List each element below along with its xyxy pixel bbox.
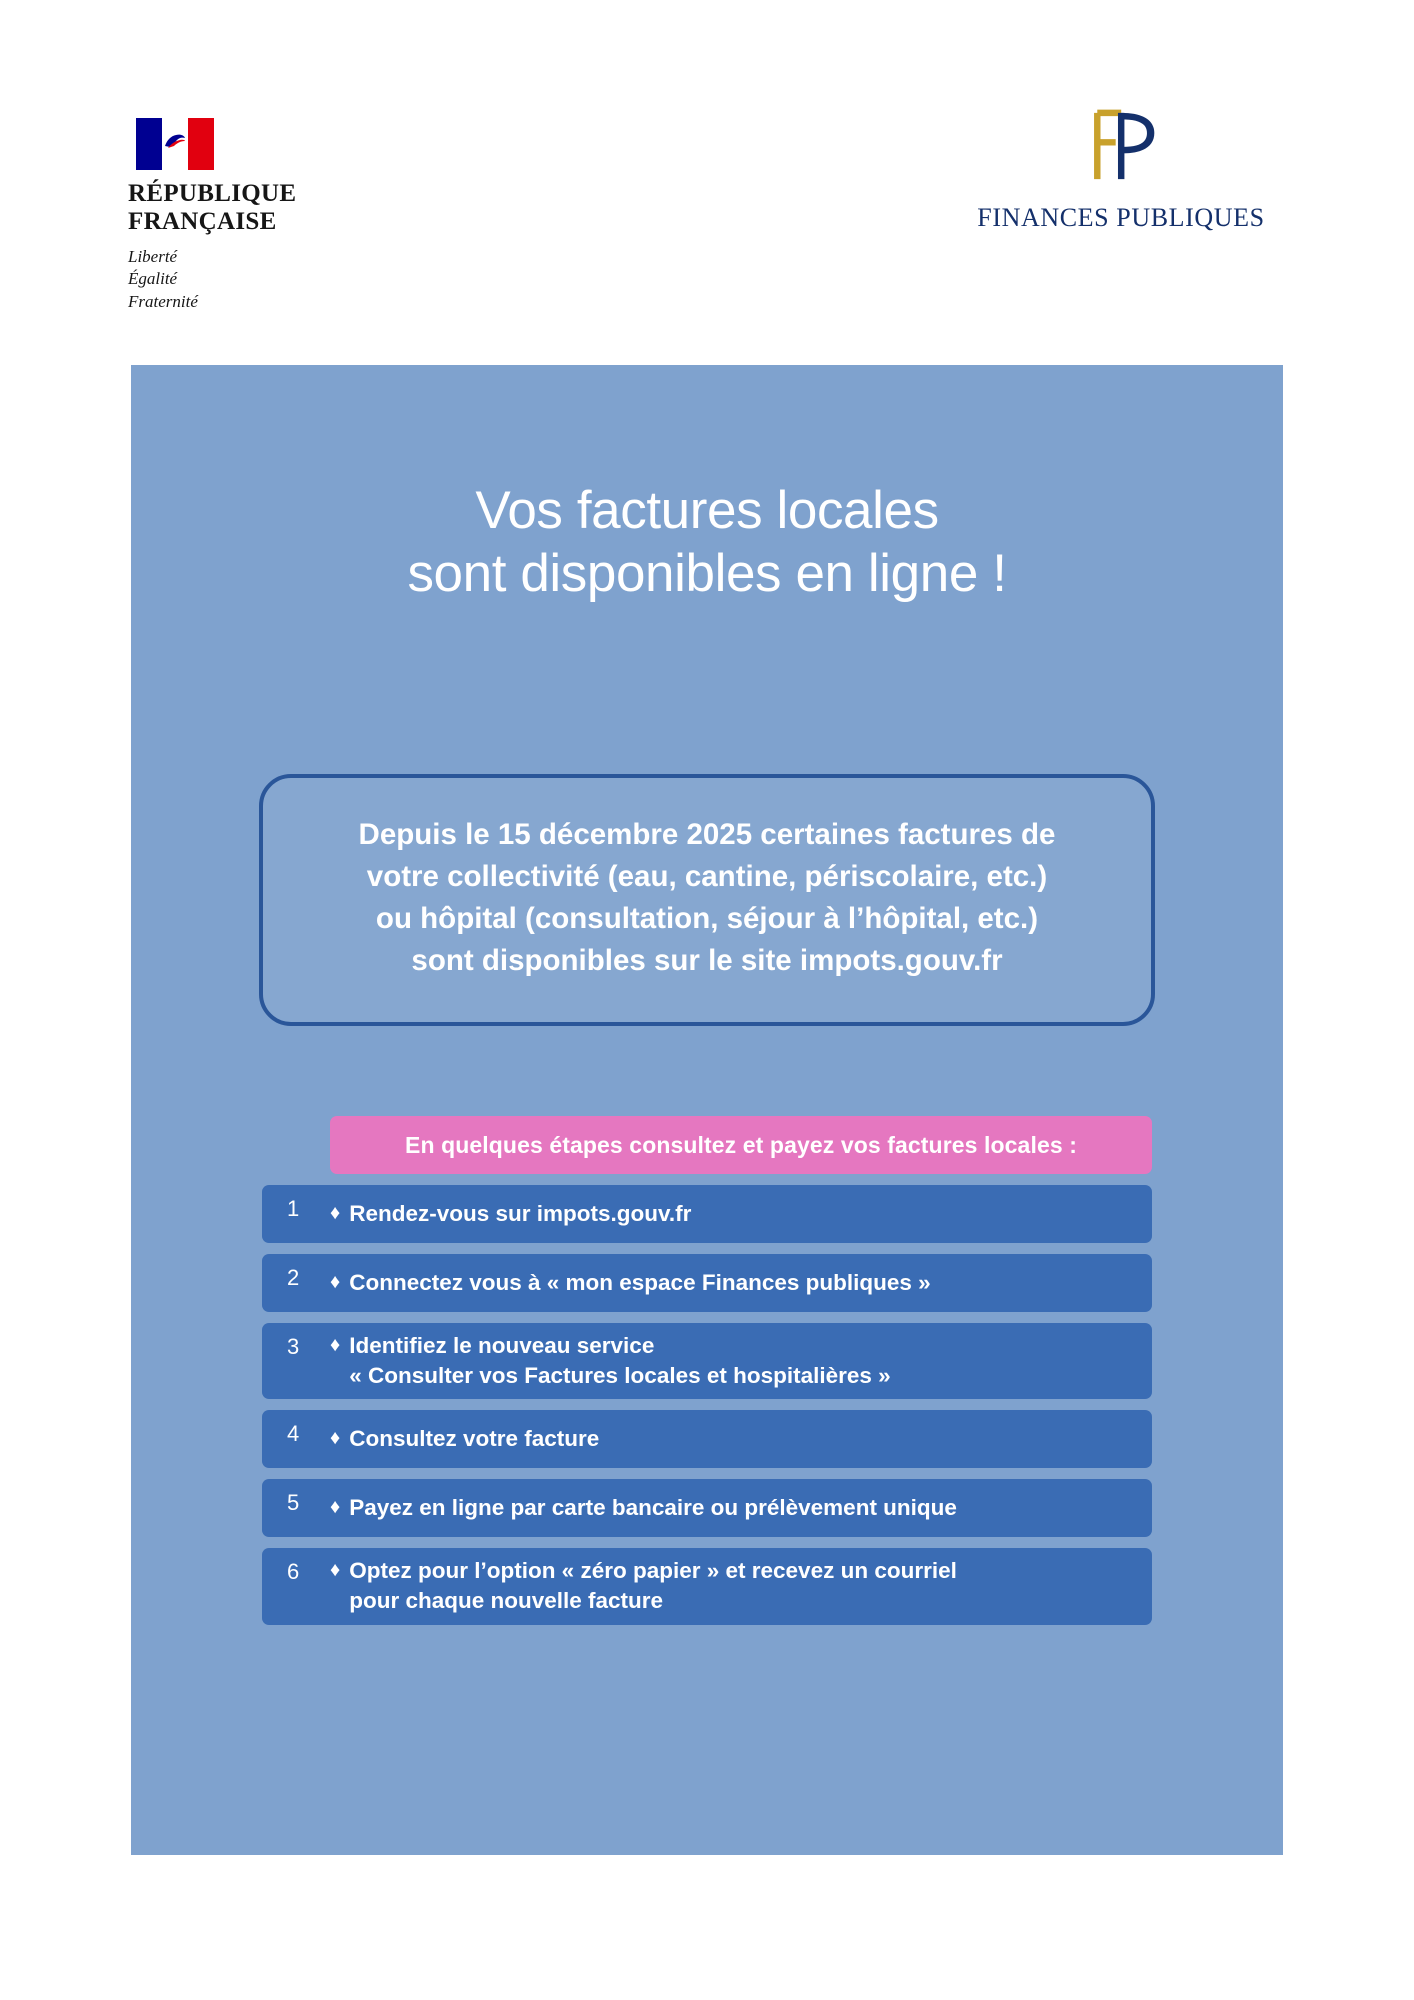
step-number: 4	[287, 1421, 300, 1447]
callout-line-4: sont disponibles sur le site impots.gouv.fr	[411, 943, 1003, 977]
diamond-bullet-icon: ♦	[330, 1559, 341, 1582]
dgfip-label: FINANCES PUBLIQUES	[977, 203, 1265, 232]
step-text	[349, 1199, 691, 1229]
dgfip-monogram-icon	[1066, 100, 1176, 192]
steps-list	[262, 1116, 1152, 1625]
step-text-line-2: « Consulter vos Factures locales et hospitalières »	[349, 1363, 891, 1389]
step-text	[349, 1556, 957, 1616]
steps-header-label: En quelques étapes consultez et payez vos factures locales :	[405, 1131, 1077, 1158]
step-number: 3	[287, 1334, 300, 1359]
step-row	[262, 1548, 1152, 1624]
republic-line-1: RÉPUBLIQUE	[128, 180, 297, 207]
step-number: 2	[287, 1265, 300, 1290]
page-title-line-2: sont disponibles en ligne !	[407, 543, 1007, 603]
step-text	[349, 1331, 890, 1391]
step-text-line-1: Identifiez le nouveau service	[349, 1333, 655, 1358]
callout-box	[259, 774, 1155, 1026]
diamond-bullet-icon: ♦	[330, 1270, 341, 1293]
step-text	[349, 1493, 957, 1523]
step-body	[330, 1556, 981, 1616]
french-flag-icon	[136, 118, 214, 170]
devise	[128, 246, 388, 313]
steps-header	[330, 1116, 1152, 1174]
callout-text	[293, 814, 1121, 982]
diamond-bullet-icon: ♦	[330, 1427, 341, 1450]
step-body	[330, 1493, 981, 1523]
callout-line-2: votre collectivité (eau, cantine, périscolaire, etc.)	[366, 859, 1048, 893]
diamond-bullet-icon: ♦	[330, 1201, 341, 1224]
step-text-line-1: Consultez votre facture	[349, 1426, 600, 1452]
page-title	[131, 365, 1283, 605]
step-number: 6	[287, 1559, 300, 1585]
devise-egalite: Égalité	[128, 269, 178, 289]
marianne-silhouette-icon	[164, 130, 186, 150]
poster-panel	[131, 365, 1283, 1855]
step-text-line-2: pour chaque nouvelle facture	[349, 1588, 664, 1614]
step-number: 5	[287, 1490, 300, 1516]
step-text-line-1: Connectez vous à « mon espace Finances publiques »	[349, 1269, 931, 1295]
page-header	[0, 0, 1414, 340]
step-row	[262, 1410, 1152, 1468]
finances-publiques-logo	[956, 100, 1286, 233]
diamond-bullet-icon: ♦	[330, 1496, 341, 1519]
step-body	[330, 1331, 915, 1391]
step-row	[262, 1185, 1152, 1243]
step-text	[349, 1268, 930, 1298]
step-text-line-1: Rendez-vous sur impots.gouv.fr	[349, 1200, 692, 1226]
callout-line-1: Depuis le 15 décembre 2025 certaines factures de	[358, 818, 1056, 851]
republique-francaise-logo	[128, 118, 388, 313]
devise-fraternite: Fraternité	[128, 291, 198, 311]
step-text	[349, 1424, 599, 1454]
diamond-bullet-icon: ♦	[330, 1334, 341, 1356]
callout-line-3: ou hôpital (consultation, séjour à l’hôpital, etc.)	[375, 901, 1039, 935]
step-row	[262, 1479, 1152, 1537]
step-row	[262, 1323, 1152, 1399]
republic-line-2: FRANÇAISE	[128, 208, 277, 235]
step-text-line-1: Payez en ligne par carte bancaire ou prélèvement unique	[349, 1495, 957, 1521]
step-body	[330, 1268, 955, 1298]
step-body	[330, 1424, 623, 1454]
step-body	[330, 1199, 715, 1229]
devise-liberte: Liberté	[128, 247, 178, 266]
step-text-line-1: Optez pour l’option « zéro papier » et recevez un courriel	[349, 1558, 957, 1584]
page-title-line-1: Vos factures locales	[475, 481, 939, 540]
step-number: 1	[287, 1196, 300, 1221]
step-row	[262, 1254, 1152, 1312]
